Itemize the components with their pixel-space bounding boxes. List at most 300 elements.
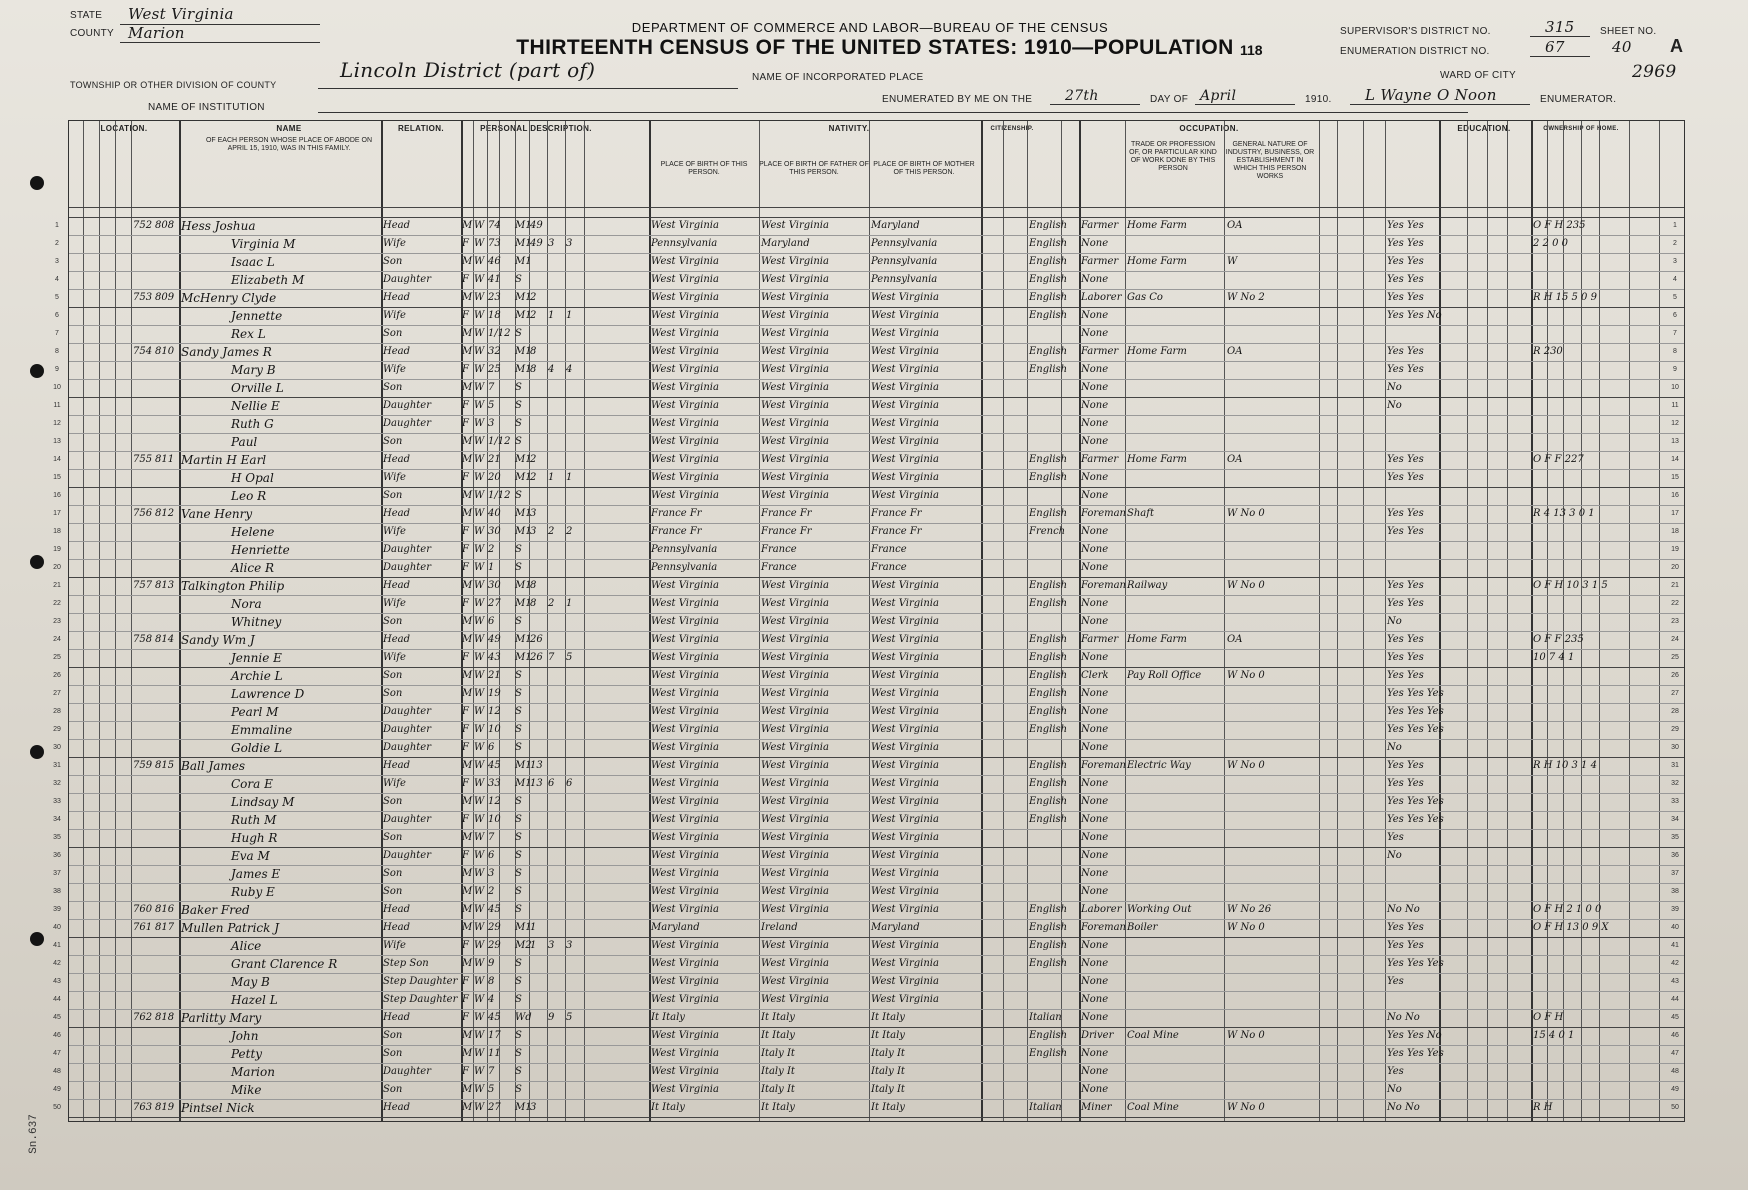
row-number: 20 [53,564,61,571]
table-row [53,811,1684,829]
cell-race: W [474,1102,485,1113]
institution-label: NAME OF INSTITUTION [148,102,265,113]
cell-yrs: 2 [530,292,537,303]
cell-age: 1/12 [488,436,511,447]
cell-mpob: West Virginia [871,994,939,1005]
table-row [53,559,1684,577]
cell-emp: W No 0 [1227,1102,1265,1113]
cell-sex: F [462,562,469,573]
row-number: 3 [55,258,59,265]
cell-name: Jennie E [231,651,282,665]
cell-sex: M [462,454,473,465]
row-number: 4 [1673,276,1677,283]
sheet-no: 40 [1612,38,1632,56]
cell-race: W [474,976,485,987]
table-row [53,739,1684,757]
cell-ms: S [515,490,522,501]
cell-edu: No [1387,400,1402,411]
cell-edu: Yes Yes [1387,760,1424,771]
cell-yrs: 1 [530,940,537,951]
cell-race: W [474,238,485,249]
cell-mpob: West Virginia [871,328,939,339]
cell-rel: Wife [383,526,406,537]
cell-ch: 2 [548,526,555,537]
cell-age: 6 [488,850,495,861]
cell-race: W [474,796,485,807]
cell-rel: Son [383,1084,403,1095]
cell-rel: Son [383,1048,403,1059]
cell-age: 40 [488,508,501,519]
cell-lang: English [1029,274,1068,285]
cell-name: Baker Fred [181,903,250,917]
cell-pob: West Virginia [651,364,719,375]
cell-fam: 812 [155,508,175,519]
cell-age: 23 [488,292,501,303]
cell-yrs: 2 [530,310,537,321]
cell-ms: S [515,904,522,915]
cell-rel: Daughter [383,544,431,555]
cell-mpob: France Fr [871,508,922,519]
cell-rel: Step Daughter [383,994,458,1005]
cell-name: Whitney [231,615,282,629]
cell-mpob: West Virginia [871,364,939,375]
cell-occ: None [1081,562,1109,573]
cell-occ: Clerk [1081,670,1109,681]
cell-rel: Son [383,382,403,393]
cell-age: 46 [488,256,501,267]
cell-own: R H 10 3 1 4 [1533,760,1597,771]
row-number: 10 [53,384,61,391]
table-row [53,487,1684,505]
row-number: 12 [1671,420,1679,427]
row-number: 38 [1671,888,1679,895]
row-number: 41 [53,942,61,949]
row-number: 29 [53,726,61,733]
cell-lang: English [1029,904,1068,915]
cell-ms: M1 [515,220,532,231]
cell-sex: M [462,328,473,339]
cell-lang: English [1029,814,1068,825]
cell-name: Nellie E [231,399,280,413]
table-row [55,289,1684,307]
binder-hole [30,364,44,378]
cell-ms: S [515,958,522,969]
header-pob-father: PLACE OF BIRTH OF FATHER OF THIS PERSON. [759,161,869,176]
cell-race: W [474,688,485,699]
cell-mpob: West Virginia [871,346,939,357]
cell-sex: F [462,400,469,411]
cell-fpob: West Virginia [761,256,829,267]
cell-pob: West Virginia [651,868,719,879]
cell-dw: 752 [133,220,153,231]
cell-mpob: West Virginia [871,814,939,825]
table-row [53,1063,1684,1081]
cell-edu: Yes Yes Yes [1387,706,1444,717]
cell-yrs: 49 [530,238,543,249]
cell-ms: M1 [515,634,532,645]
cell-edu: Yes Yes [1387,508,1424,519]
cell-name: Mary B [231,363,276,377]
row-number: 36 [53,852,61,859]
cell-dw: 758 [133,634,153,645]
cell-pob: West Virginia [651,472,719,483]
cell-occ: None [1081,526,1109,537]
cell-lang: English [1029,706,1068,717]
cell-lang: English [1029,724,1068,735]
cell-sex: M [462,1030,473,1041]
cell-fpob: West Virginia [761,310,829,321]
cell-cl: 6 [566,778,573,789]
cell-fam: 818 [155,1012,175,1023]
table-row [53,667,1684,685]
cell-emp: OA [1227,454,1243,465]
cell-race: W [474,436,485,447]
sheet-letter: A [1670,36,1684,56]
cell-sex: F [462,814,469,825]
cell-occ: Foreman [1081,508,1126,519]
row-number: 33 [1671,798,1679,805]
cell-rel: Son [383,1030,403,1041]
row-number: 44 [1671,996,1679,1003]
cell-rel: Head [383,1102,411,1113]
row-number: 27 [53,690,61,697]
cell-edu: Yes Yes [1387,274,1424,285]
cell-race: W [474,724,485,735]
cell-occ: Laborer [1081,904,1122,915]
cell-age: 45 [488,760,501,771]
cell-ms: M1 [515,526,532,537]
cell-race: W [474,220,485,231]
cell-mpob: West Virginia [871,886,939,897]
cell-ch: 4 [548,364,555,375]
cell-rel: Wife [383,778,406,789]
enumerated-month: April [1200,88,1237,104]
cell-race: W [474,832,485,843]
cell-name: Grant Clarence R [231,957,338,971]
cell-name: McHenry Clyde [181,291,277,305]
cell-occ: Farmer [1081,220,1119,231]
cell-edu: No No [1387,904,1420,915]
cell-name: Ruth M [231,813,277,827]
row-number: 14 [53,456,61,463]
census-table [53,120,1685,1122]
cell-age: 4 [488,994,495,1005]
cell-pob: Pennsylvania [651,238,718,249]
cell-race: W [474,562,485,573]
cell-ind: Railway [1127,580,1168,591]
cell-occ: None [1081,616,1109,627]
cell-name: John [231,1029,259,1043]
cell-fam: 814 [155,634,175,645]
cell-own: O F F 235 [1533,634,1584,645]
cell-yrs: 13 [530,778,543,789]
cell-fpob: West Virginia [761,400,829,411]
cell-name: Nora [231,597,262,611]
header-name: NAME [276,124,302,133]
cell-edu: Yes Yes [1387,220,1424,231]
cell-mpob: West Virginia [871,688,939,699]
cell-ms: S [515,742,522,753]
cell-rel: Step Daughter [383,976,458,987]
cell-race: W [474,1048,485,1059]
cell-race: W [474,868,485,879]
cell-fam: 809 [155,292,175,303]
cell-fpob: West Virginia [761,346,829,357]
cell-mpob: West Virginia [871,634,939,645]
cell-occ: None [1081,850,1109,861]
cell-occ: None [1081,652,1109,663]
cell-mpob: West Virginia [871,796,939,807]
cell-cl: 1 [566,310,573,321]
cell-rel: Son [383,796,403,807]
cell-own: R H [1533,1102,1553,1113]
cell-pob: West Virginia [651,1066,719,1077]
cell-ms: S [515,724,522,735]
cell-ms: M1 [515,256,532,267]
cell-sex: F [462,940,469,951]
cell-lang: English [1029,292,1068,303]
cell-occ: None [1081,778,1109,789]
cell-occ: Farmer [1081,346,1119,357]
cell-age: 73 [488,238,501,249]
cell-yrs: 2 [530,454,537,465]
cell-lang: English [1029,796,1068,807]
row-number: 48 [1671,1068,1679,1075]
cell-race: W [474,886,485,897]
cell-ind: Electric Way [1127,760,1191,771]
cell-cl: 1 [566,598,573,609]
table-row [53,1081,1684,1099]
row-number: 50 [53,1104,61,1111]
table-row [53,919,1684,937]
row-number: 35 [1671,834,1679,841]
cell-mpob: It Italy [871,1102,905,1113]
cell-ms: M1 [515,292,532,303]
cell-own: R 4 13 3 0 1 [1533,508,1595,519]
row-number: 42 [53,960,61,967]
cell-pob: West Virginia [651,742,719,753]
cell-sex: M [462,670,473,681]
row-number: 44 [53,996,61,1003]
table-row [53,631,1684,649]
cell-age: 1/12 [488,328,511,339]
table-row [53,541,1684,559]
cell-rel: Daughter [383,814,431,825]
cell-mpob: West Virginia [871,292,939,303]
county-value: Marion [128,24,185,42]
cell-ind: Boiler [1127,922,1158,933]
cell-age: 1 [488,562,495,573]
row-number: 5 [1673,294,1677,301]
cell-fpob: West Virginia [761,616,829,627]
cell-yrs: 3 [530,526,537,537]
cell-race: W [474,490,485,501]
cell-edu: No No [1387,1012,1420,1023]
row-number: 36 [1671,852,1679,859]
cell-edu: Yes Yes Yes [1387,724,1444,735]
cell-fpob: West Virginia [761,724,829,735]
row-number: 50 [1671,1104,1679,1111]
cell-mpob: West Virginia [871,778,939,789]
cell-ms: S [515,832,522,843]
cell-sex: M [462,796,473,807]
cell-name: Ruth G [231,417,274,431]
cell-fpob: West Virginia [761,382,829,393]
cell-mpob: West Virginia [871,706,939,717]
enumerator-label: ENUMERATOR. [1540,94,1617,105]
row-number: 1 [1673,222,1677,229]
cell-sex: M [462,832,473,843]
row-number: 5 [55,294,59,301]
cell-rel: Step Son [383,958,429,969]
cell-mpob: West Virginia [871,760,939,771]
cell-fpob: West Virginia [761,760,829,771]
ed-label: ENUMERATION DISTRICT NO. [1340,46,1490,57]
cell-fam: 813 [155,580,175,591]
cell-fpob: West Virginia [761,436,829,447]
cell-sex: M [462,256,473,267]
row-number: 29 [1671,726,1679,733]
table-row [55,253,1684,271]
cell-mpob: West Virginia [871,976,939,987]
cell-cl: 3 [566,940,573,951]
cell-race: W [474,922,485,933]
cell-own: R H 15 5 0 9 [1533,292,1597,303]
header-trade: TRADE OR PROFESSION OF, OR PARTICULAR KIND OF WORK DONE BY THIS PERSON [1129,141,1217,172]
cell-age: 18 [488,310,501,321]
cell-sex: M [462,868,473,879]
cell-edu: Yes Yes Yes [1387,1048,1444,1059]
cell-occ: None [1081,688,1109,699]
table-row [53,505,1684,523]
cell-pob: West Virginia [651,796,719,807]
cell-pob: West Virginia [651,814,719,825]
cell-name: Sandy Wm J [181,633,255,647]
cell-age: 30 [488,580,501,591]
state-value: West Virginia [128,5,234,23]
cell-lang: English [1029,760,1068,771]
cell-pob: West Virginia [651,328,719,339]
cell-sex: F [462,526,469,537]
cell-sex: F [462,1066,469,1077]
cell-occ: None [1081,886,1109,897]
cell-edu: Yes Yes [1387,634,1424,645]
cell-ms: S [515,814,522,825]
cell-occ: None [1081,832,1109,843]
cell-yrs: 13 [530,760,543,771]
cell-age: 1/12 [488,490,511,501]
row-number: 43 [1671,978,1679,985]
cell-occ: Driver [1081,1030,1114,1041]
header-nativity: NATIVITY. [828,124,870,133]
cell-rel: Wife [383,472,406,483]
cell-occ: None [1081,400,1109,411]
cell-rel: Head [383,634,411,645]
cell-name: Cora E [231,777,273,791]
header-citizenship: CITIZENSHIP. [990,126,1034,132]
cell-edu: Yes Yes [1387,778,1424,789]
day-of-label: DAY OF [1150,94,1189,105]
cell-dw: 760 [133,904,153,915]
cell-occ: None [1081,796,1109,807]
cell-pob: West Virginia [651,634,719,645]
sheet-stamp: 2969 [1632,62,1677,82]
cell-own: 10 7 4 1 [1533,652,1575,663]
cell-age: 32 [488,346,501,357]
row-number: 16 [1671,492,1679,499]
row-number: 19 [53,546,61,553]
cell-pob: It Italy [651,1102,685,1113]
cell-sex: M [462,760,473,771]
row-number: 4 [55,276,59,283]
row-number: 34 [53,816,61,823]
cell-mpob: France [871,562,907,573]
table-row [53,901,1684,919]
row-number: 25 [1671,654,1679,661]
row-number: 18 [1671,528,1679,535]
cell-ind: Home Farm [1127,634,1187,645]
cell-ms: M1 [515,760,532,771]
cell-name: Ruby E [231,885,275,899]
row-number: 37 [1671,870,1679,877]
cell-edu: Yes Yes Yes [1387,688,1444,699]
cell-ms: S [515,616,522,627]
cell-pob: West Virginia [651,436,719,447]
cell-sex: F [462,544,469,555]
cell-fpob: West Virginia [761,274,829,285]
cell-race: W [474,310,485,321]
cell-sex: M [462,922,473,933]
table-row [53,379,1684,397]
cell-name: Petty [231,1047,263,1061]
cell-race: W [474,400,485,411]
cell-lang: English [1029,310,1068,321]
row-number: 8 [55,348,59,355]
cell-yrs: 49 [530,220,543,231]
state-label: STATE [70,10,103,21]
cell-fpob: It Italy [761,1102,795,1113]
cell-rel: Head [383,220,411,231]
cell-rel: Daughter [383,562,431,573]
cell-fpob: West Virginia [761,940,829,951]
cell-cl: 5 [566,1012,573,1023]
row-number: 47 [53,1050,61,1057]
cell-occ: None [1081,742,1109,753]
cell-pob: France Fr [651,508,702,519]
table-row [53,685,1684,703]
cell-ms: M1 [515,472,532,483]
cell-yrs: 2 [530,472,537,483]
county-label: COUNTY [70,28,115,39]
cell-ind: Home Farm [1127,346,1187,357]
cell-rel: Son [383,616,403,627]
cell-occ: None [1081,472,1109,483]
cell-name: Mike [231,1083,262,1097]
cell-pob: West Virginia [651,256,719,267]
cell-name: Isaac L [231,255,275,269]
cell-fpob: West Virginia [761,994,829,1005]
cell-emp: OA [1227,634,1243,645]
row-number: 17 [53,510,61,517]
cell-rel: Son [383,670,403,681]
cell-name: Paul [231,435,258,449]
row-number: 23 [1671,618,1679,625]
cell-emp: W No 0 [1227,580,1265,591]
cell-ms: M1 [515,652,532,663]
cell-lang: English [1029,922,1068,933]
cell-fpob: West Virginia [761,472,829,483]
cell-occ: None [1081,364,1109,375]
